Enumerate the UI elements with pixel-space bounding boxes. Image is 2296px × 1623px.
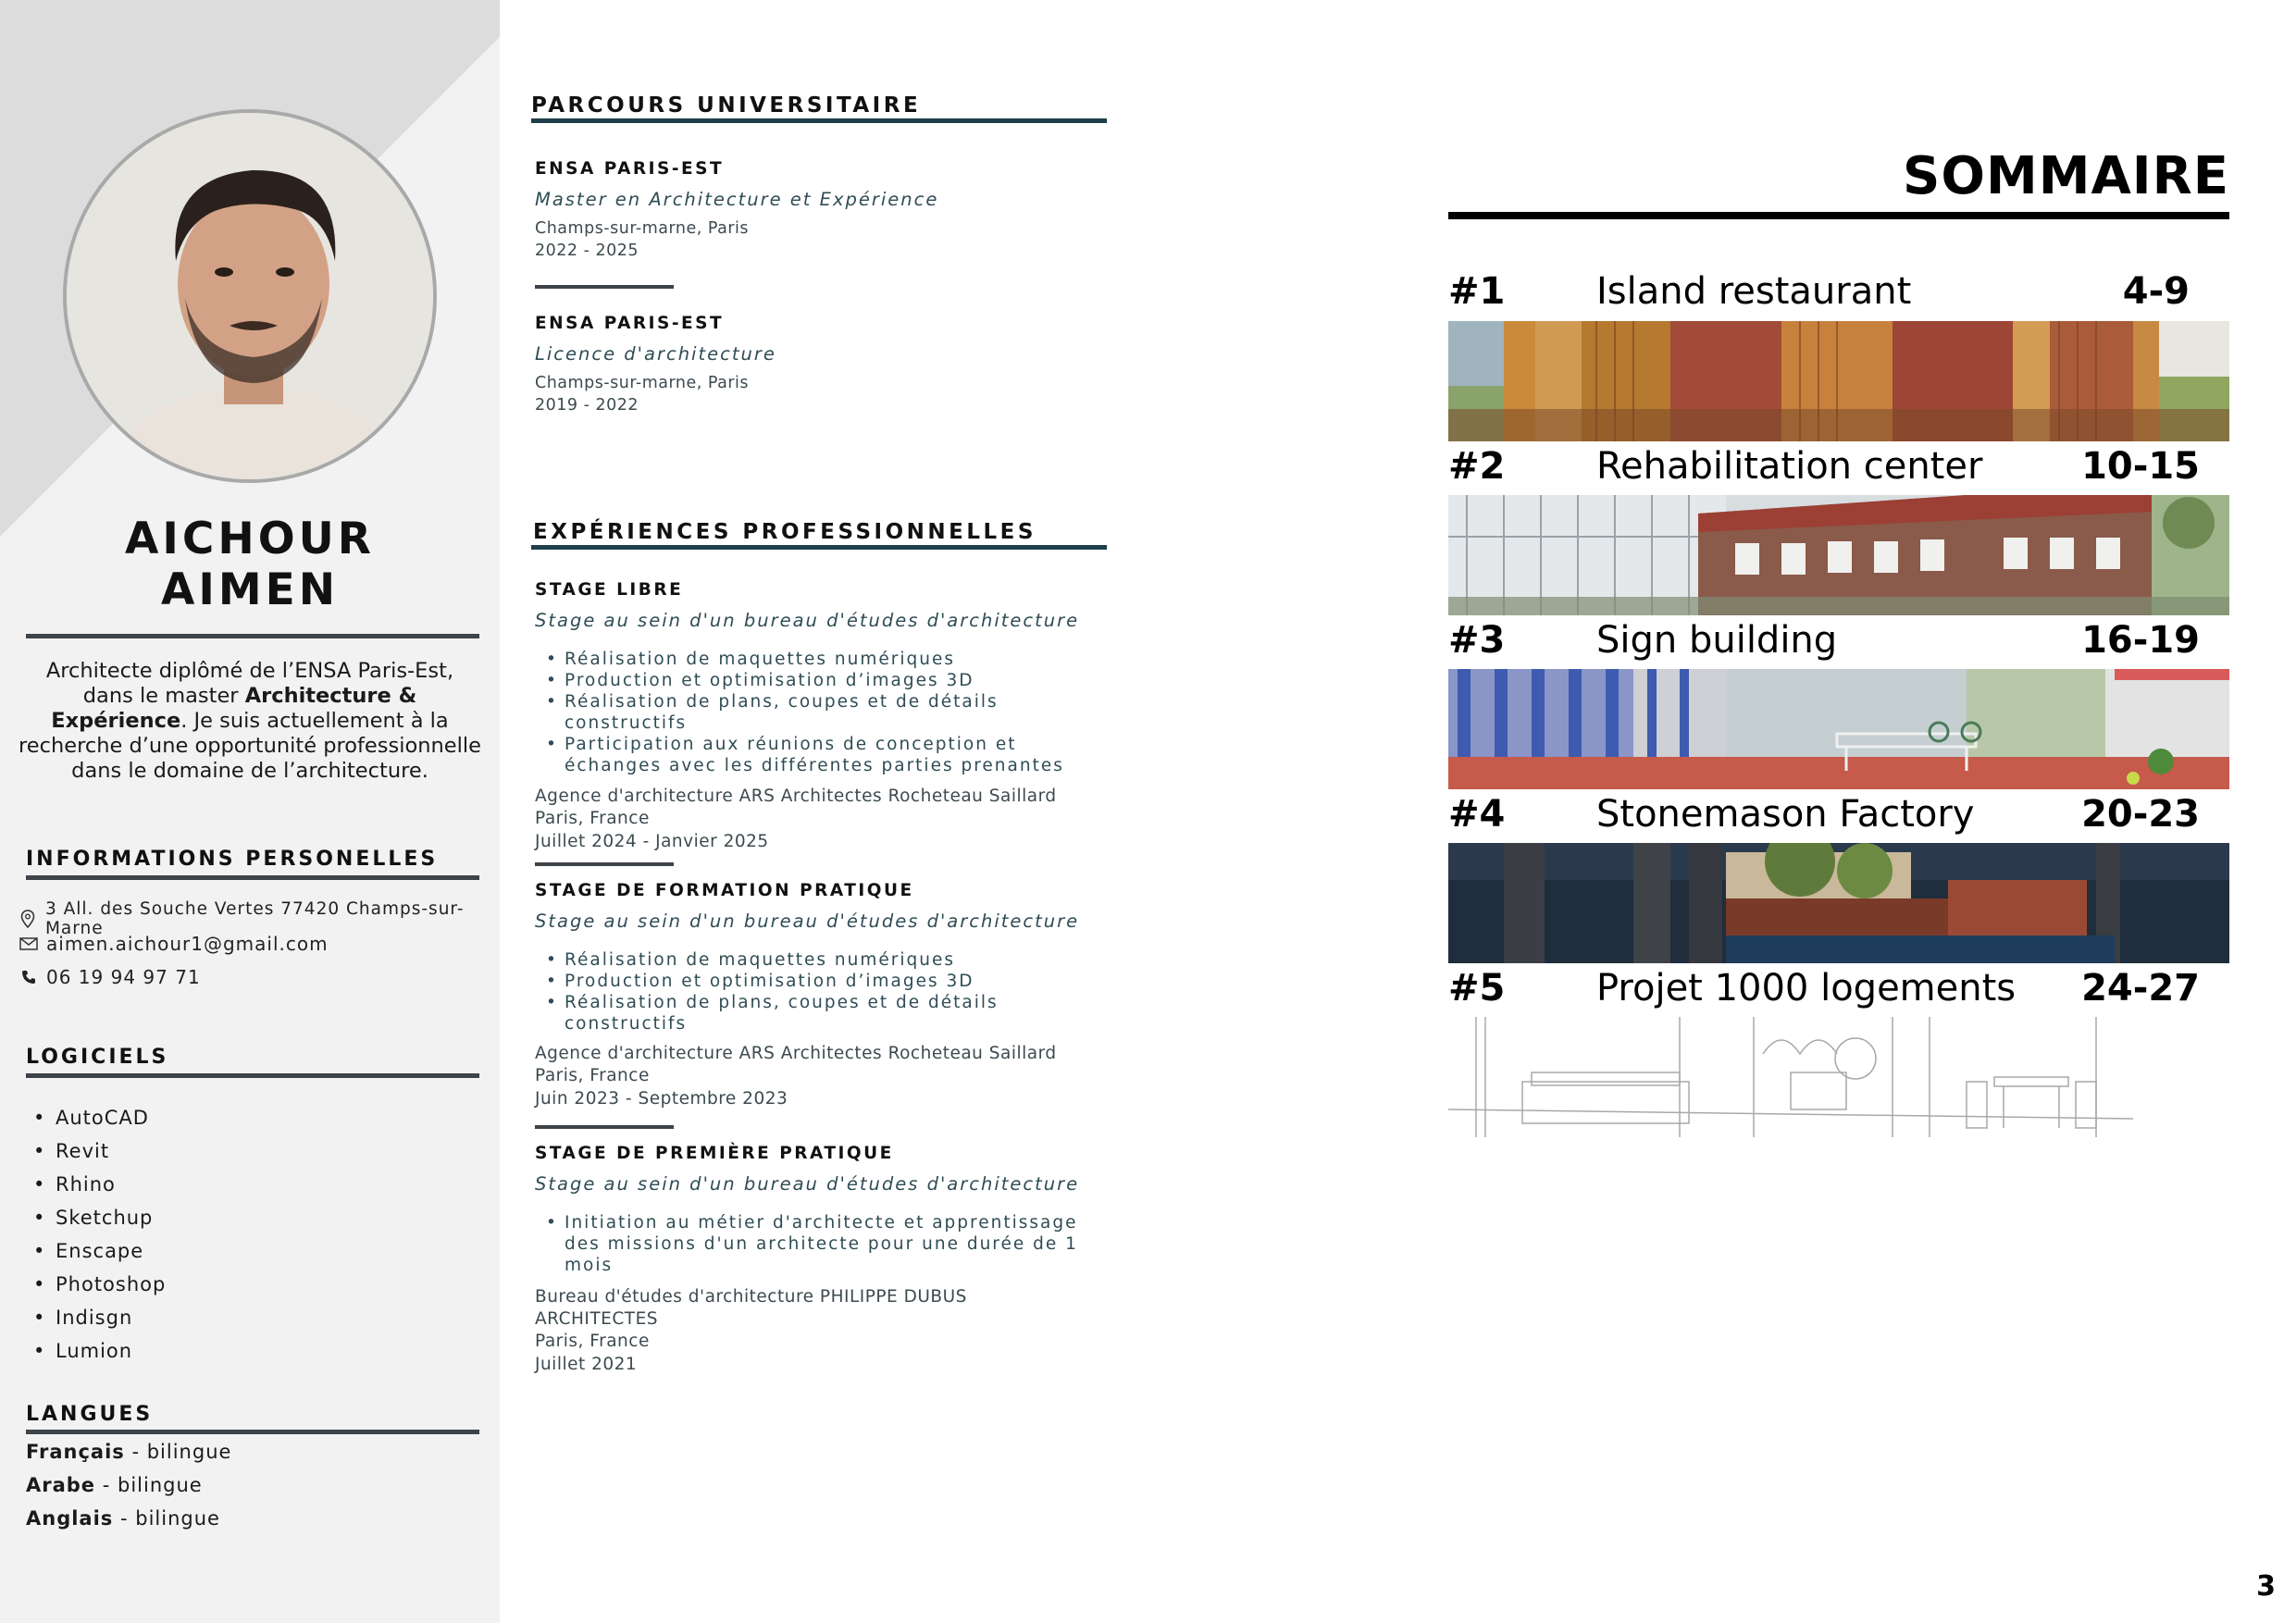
project-thumbnail-rehabilitation-center[interactable] [1448, 495, 2229, 615]
project-title[interactable]: Island restaurant [1596, 270, 1912, 313]
summary-divider [1448, 212, 2229, 219]
project-thumbnail-sign-building[interactable] [1448, 669, 2229, 789]
name-second-line: AIMEN [160, 564, 340, 615]
profile-sidebar [0, 0, 500, 1623]
project-number: #3 [1448, 619, 1506, 662]
job-title: STAGE LIBRE [535, 580, 684, 600]
job-dates: Juin 2023 - Septembre 2023 [535, 1089, 788, 1109]
degree-name: Master en Architecture et Expérience [535, 189, 939, 210]
job-place: Paris, France [535, 1332, 650, 1351]
school-place: Champs-sur-marne, Paris [535, 219, 750, 238]
phone-text: 06 19 94 97 71 [46, 966, 201, 988]
project-pages: 16-19 [2081, 619, 2200, 662]
list-item: • Réalisation de plans, coupes et de détails constructifs [546, 992, 1046, 1035]
project-number: #5 [1448, 967, 1506, 1010]
mail-icon [19, 934, 39, 954]
project-thumbnail-island-restaurant[interactable] [1448, 321, 2229, 441]
entry-divider [535, 285, 674, 289]
list-item: • Réalisation de maquettes numériques [546, 949, 1101, 971]
job-task-list [546, 1212, 1101, 1276]
language-item [26, 1507, 220, 1530]
project-thumbnail-stonemason-factory[interactable] [1448, 843, 2229, 963]
project-pages: 20-23 [2081, 793, 2200, 836]
project-title[interactable]: Sign building [1596, 619, 1838, 662]
address-text: 3 All. des Souche Vertes 77420 Champs-sur-Marne [44, 899, 465, 938]
school-dates: 2019 - 2022 [535, 396, 639, 415]
experience-divider [531, 545, 1107, 550]
school-dates: 2022 - 2025 [535, 242, 639, 260]
list-item: • Réalisation de maquettes numériques [546, 649, 1101, 670]
list-item: • Participation aux réunions de conception et échanges avec les différentes parties prenantes [546, 734, 1083, 776]
project-number: #1 [1448, 270, 1506, 313]
personal-info-divider [26, 875, 479, 880]
software-divider [26, 1073, 479, 1078]
email-link[interactable]: aimen.aichour1@gmail.com [46, 933, 329, 955]
project-pages: 4-9 [2122, 270, 2190, 313]
entry-divider [535, 1125, 674, 1129]
project-thumbnail-projet-1000-logements[interactable] [1448, 1017, 2133, 1137]
language-name: Français [26, 1441, 125, 1463]
language-level: - bilingue [95, 1474, 203, 1496]
project-pages: 10-15 [2081, 445, 2200, 488]
list-item: • Photoshop [26, 1268, 166, 1301]
job-title: STAGE DE FORMATION PRATIQUE [535, 881, 914, 900]
name-divider [26, 634, 479, 638]
experience-heading: EXPÉRIENCES PROFESSIONNELLES [533, 520, 1036, 544]
job-dates: Juillet 2024 - Janvier 2025 [535, 832, 769, 851]
entry-divider [535, 862, 674, 866]
list-item: • Production et optimisation d’images 3D [546, 670, 1101, 691]
job-subtitle: Stage au sein d'un bureau d'études d'architecture [535, 1173, 1080, 1195]
school-name: ENSA PARIS-EST [535, 314, 725, 333]
phone-line [19, 966, 201, 988]
education-heading: PARCOURS UNIVERSITAIRE [531, 93, 922, 118]
job-task-list [546, 949, 1101, 1035]
list-item: • Revit [26, 1134, 166, 1168]
thumbnail-image [1448, 321, 2229, 441]
summary-heading: SOMMAIRE [1903, 146, 2229, 206]
school-name: ENSA PARIS-EST [535, 159, 725, 179]
location-pin-icon [19, 909, 38, 929]
software-heading: LOGICIELS [26, 1046, 169, 1069]
job-place: Paris, France [535, 809, 650, 828]
intro-part2: . Je suis actuellement à la recherche d’une opportunité professionnelle dans le domaine de l’architecture. [19, 709, 481, 783]
language-level: - bilingue [113, 1507, 220, 1530]
education-divider [531, 118, 1107, 123]
languages-divider [26, 1430, 479, 1434]
language-name: Arabe [26, 1474, 96, 1496]
language-item [26, 1474, 203, 1496]
job-title: STAGE DE PREMIÈRE PRATIQUE [535, 1144, 894, 1163]
project-title[interactable]: Stonemason Factory [1596, 793, 1975, 836]
list-item: • Enscape [26, 1234, 166, 1268]
list-item: • Rhino [26, 1168, 166, 1201]
job-company: Agence d'architecture ARS Architectes Rocheteau Saillard [535, 787, 1057, 806]
job-subtitle: Stage au sein d'un bureau d'études d'architecture [535, 610, 1080, 631]
personal-info-heading: INFORMATIONS PERSONELLES [26, 848, 439, 871]
project-title[interactable]: Rehabilitation center [1596, 445, 1983, 488]
job-subtitle: Stage au sein d'un bureau d'études d'architecture [535, 911, 1080, 932]
job-place: Paris, France [535, 1066, 650, 1085]
phone-icon [19, 967, 39, 987]
language-item [26, 1441, 231, 1463]
avatar [63, 109, 437, 483]
list-item: • Lumion [26, 1334, 166, 1368]
intro-part1: Architecte diplômé de l’ENSA Paris-Est, dans le master [45, 659, 454, 708]
software-list [26, 1101, 166, 1368]
thumbnail-image [1448, 843, 2229, 963]
portrait-photo [67, 113, 437, 483]
intro-bold: Architecture & Expérience [51, 684, 417, 733]
name-first-line: AICHOUR [125, 514, 375, 564]
project-title[interactable]: Projet 1000 logements [1596, 967, 2017, 1010]
thumbnail-image [1448, 495, 2229, 615]
job-company: Agence d'architecture ARS Architectes Rocheteau Saillard [535, 1044, 1057, 1063]
job-dates: Juillet 2021 [535, 1355, 638, 1374]
languages-heading: LANGUES [26, 1403, 154, 1426]
thumbnail-image [1448, 1017, 2133, 1137]
language-name: Anglais [26, 1507, 114, 1530]
project-pages: 24-27 [2081, 967, 2200, 1010]
list-item: • Sketchup [26, 1201, 166, 1234]
email-line [19, 933, 329, 955]
job-company: Bureau d'études d'architecture PHILIPPE DUBUS ARCHITECTES [535, 1287, 967, 1329]
page-number: 3 [2256, 1570, 2276, 1603]
project-number: #4 [1448, 793, 1506, 836]
list-item: • Production et optimisation d’images 3D [546, 971, 1101, 992]
intro-text [19, 659, 481, 784]
list-item: • AutoCAD [26, 1101, 166, 1134]
degree-name: Licence d'architecture [535, 343, 776, 365]
language-level: - bilingue [124, 1441, 232, 1463]
list-item: • Indisgn [26, 1301, 166, 1334]
list-item: • Initiation au métier d'architecte et apprentissage des missions d'un architecte pour une durée de 1 mois [546, 1212, 1101, 1276]
school-place: Champs-sur-marne, Paris [535, 374, 750, 392]
thumbnail-image [1448, 669, 2229, 789]
project-number: #2 [1448, 445, 1506, 488]
list-item: • Réalisation de plans, coupes et de détails constructifs [546, 691, 1046, 734]
job-task-list [546, 649, 1101, 776]
